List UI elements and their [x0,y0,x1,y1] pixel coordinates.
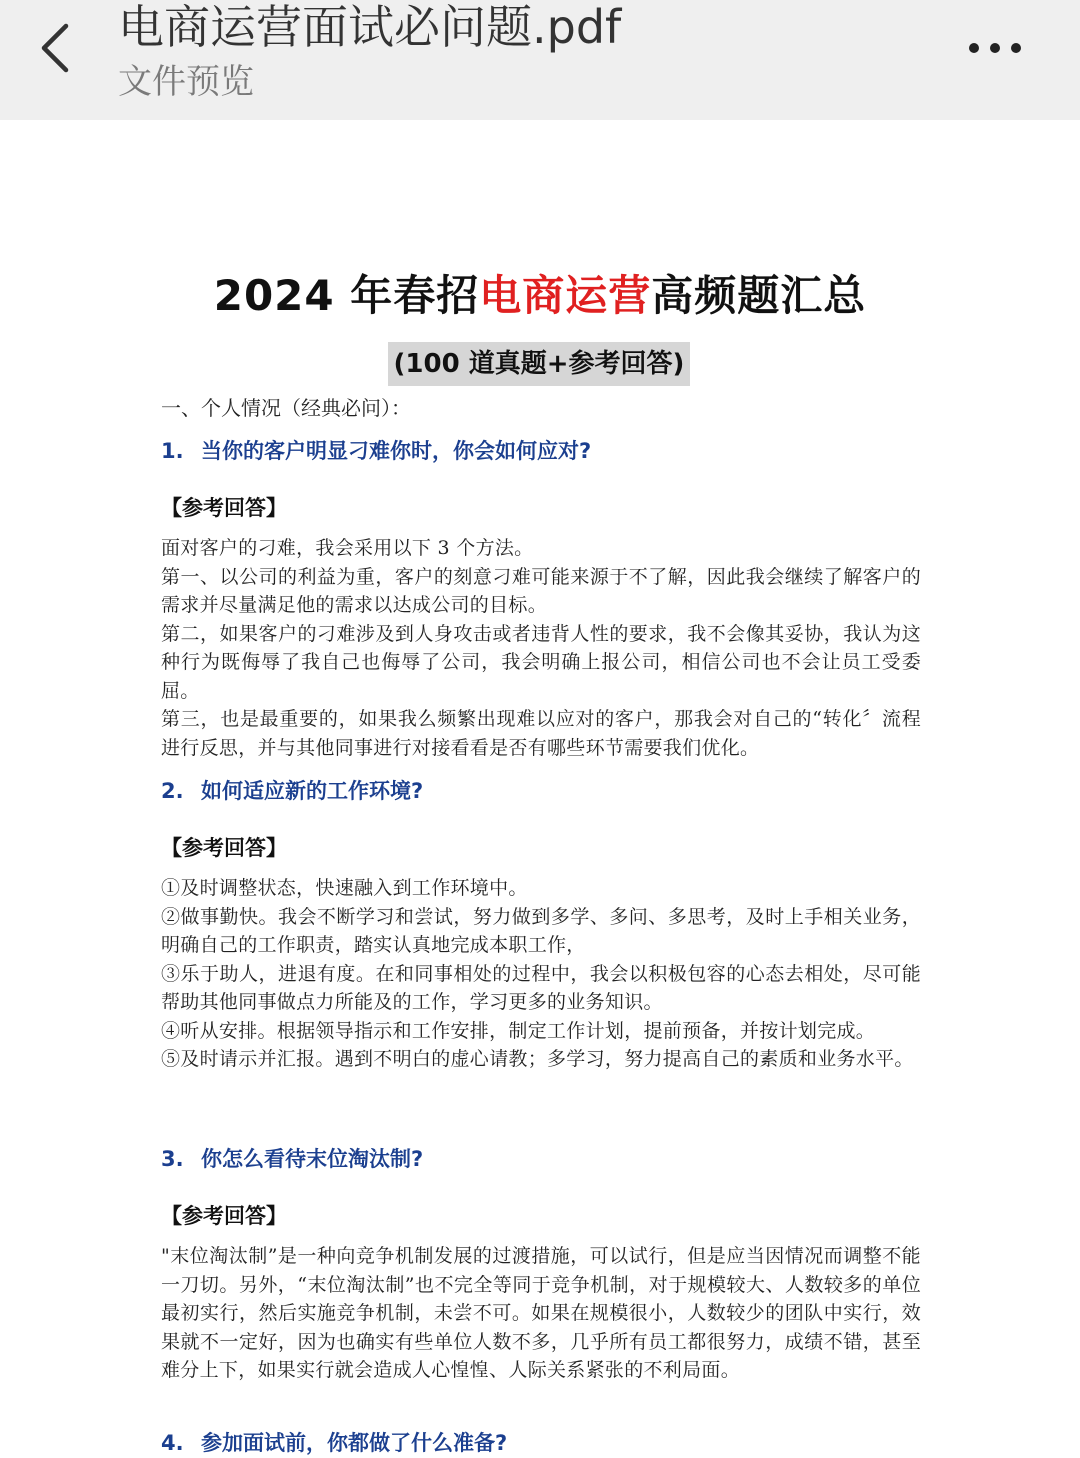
chevron-left-icon [30,18,90,78]
question-text: 参加面试前，你都做了什么准备? [201,1431,508,1455]
question-text: 你怎么看待末位淘汰制? [201,1147,424,1171]
answer-paragraph: 第一、以公司的利益为重，客户的刻意刁难可能来源于不了解，因此我会继续了解客户的需求并尽量满足他的需求以达成公司的目标。 [161,565,921,616]
answer-paragraph: ④听从安排。根据领导指示和工作安排，制定工作计划，提前预备，并按计划完成。 [161,1019,876,1042]
heading-part2: 高频题汇总 [651,271,867,320]
answer-paragraph: 第三，也是最重要的，如果我么频繁出现难以应对的客户，那我会对自己的“转化〞流程进行反思，并与其他同事进行对接看看是否有哪些环节需要我们优化。 [161,708,921,759]
more-horizontal-icon [962,28,1032,68]
ref-answer-label: 【参考回答】 [161,496,287,520]
question-3 [161,1144,921,1174]
answer-1 [161,534,921,762]
question-1 [161,436,921,466]
question-number: 2. [161,779,184,803]
answer-paragraph: "末位淘汰制”是一种向竞争机制发展的过渡措施，可以试行，但是应当因情况而调整不能一刀切。另外，“末位淘汰制”也不完全等同于竞争机制，对于规模较大、人数较多的单位最初实行，然后实施竞争机制，未尝不可。如果在规模很小，人数较少的团队中实行，效果就不一定好，因为也确实有些单位人数不多，几乎所有员工都很努力，成绩不错，甚至难分上下，如果实行就会造成人心惶惶、人际关系紧张的不利局面。 [161,1245,921,1381]
question-number: 3. [161,1147,184,1171]
question-number: 4. [161,1431,184,1455]
file-subtitle: 文件预览 [118,62,254,102]
question-2 [161,776,921,806]
heading-highlight: 电商运营 [479,271,652,320]
app-header [0,0,1080,120]
document-subheading: (100 道真题+参考回答) [388,342,690,386]
more-button[interactable] [962,28,1032,68]
pdf-page[interactable] [0,120,1080,1455]
answer-paragraph: ①及时调整状态，快速融入到工作环境中。 [161,877,528,899]
back-button[interactable] [30,18,90,78]
question-4 [161,1428,921,1458]
answer-paragraph: ②做事勤快。我会不断学习和尝试，努力做到多学、多问、多思考，及时上手相关业务，明确自己的工作职责，踏实认真地完成本职工作， [161,905,921,956]
answer-3 [161,1242,921,1385]
answer-paragraph: ⑤及时请示并汇报。遇到不明白的虚心请教；多学习，努力提高自己的素质和业务水平。 [161,1048,914,1070]
question-text: 当你的客户明显刁难你时，你会如何应对? [201,439,592,463]
answer-2 [161,874,921,1074]
heading-part1: 2024 年春招 [213,271,480,320]
file-title: 电商运营面试必问题.pdf [118,0,622,54]
section-label: 一、个人情况（经典必问）： [161,396,411,420]
question-text: 如何适应新的工作环境? [201,779,424,803]
ref-answer-label: 【参考回答】 [161,836,287,860]
question-number: 1. [161,439,184,463]
document-heading [0,268,1080,324]
answer-paragraph: ③乐于助人，进退有度。在和同事相处的过程中，我会以积极包容的心态去相处，尽可能帮助其他同事做点力所能及的工作，学习更多的业务知识。 [161,962,921,1013]
ref-answer-label: 【参考回答】 [161,1204,287,1228]
answer-paragraph: 面对客户的刁难，我会采用以下 3 个方法。 [161,537,534,559]
answer-paragraph: 第二，如果客户的刁难涉及到人身攻击或者违背人性的要求，我不会像其妥协，我认为这种行为既侮辱了我自己也侮辱了公司，我会明确上报公司，相信公司也不会让员工受委屈。 [161,622,921,702]
